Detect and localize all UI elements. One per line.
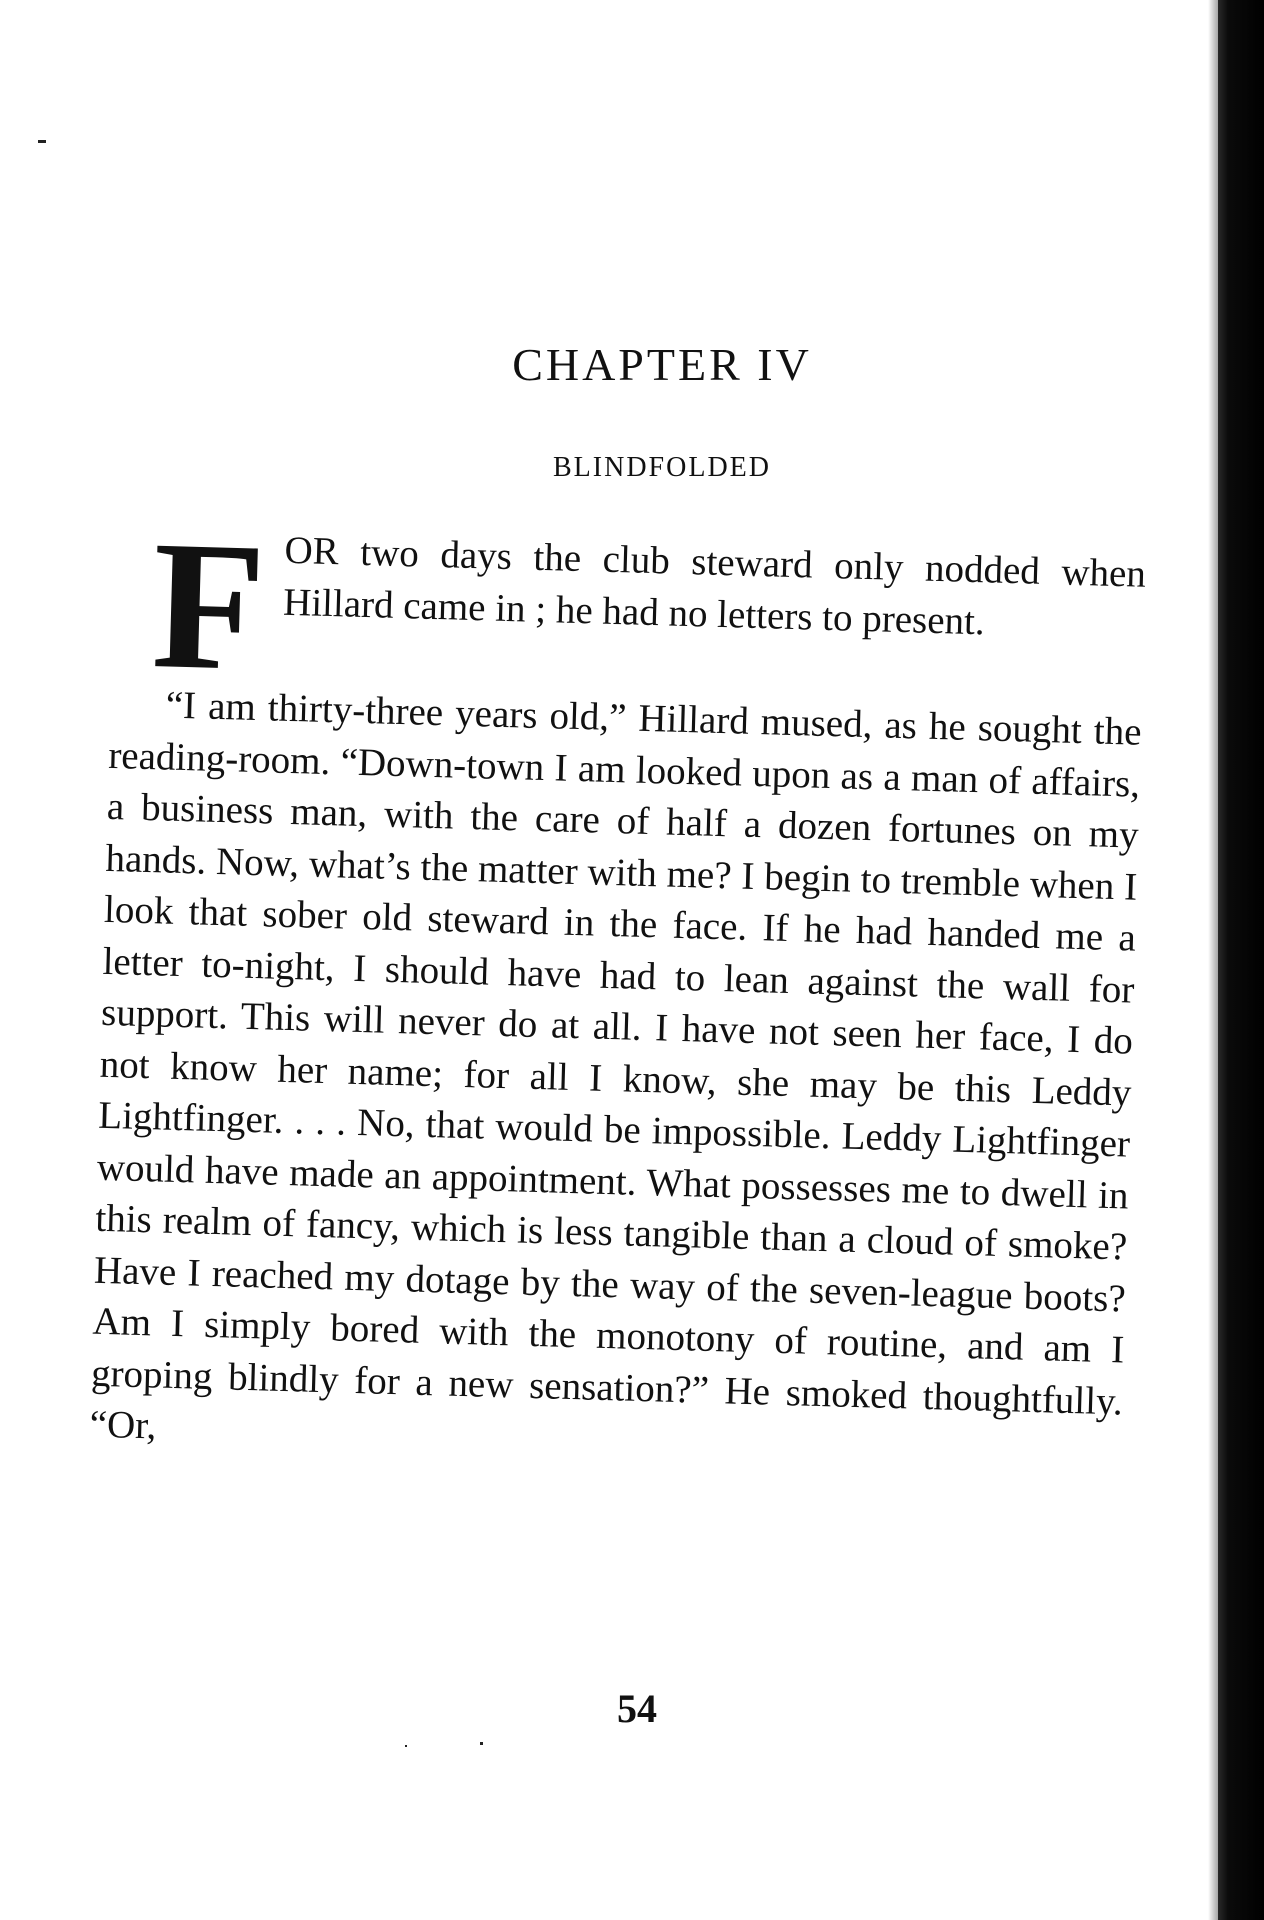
chapter-title: CHAPTER IV [512,339,812,390]
first-paragraph-text: OR two days the club steward only nodded when Hillard came in ; he had no letters to present. [282,528,1147,643]
scan-speck [405,1745,407,1747]
first-paragraph [112,502,1147,710]
second-paragraph: “I am thirty-three years old,” Hillard mused, as he sought the reading-room. “Down-town I am looked upon as a man of affairs, a business man, with the care of half a dozen fortunes on my hands. Now, what’s the matter with me? I begin to tremble when I look that sober old steward in the face. If he had handed me a letter to-night, I should have had to lean against the wall for support. This will never do at all. I have not seen her face, I do not know her name; for all I know, she may be this Leddy Lightfinger. . . . No, that would be impossible. Leddy Lightfinger would have made an appointment. What possesses me to dwell in this realm of fancy, which is less tangible than a cloud of smoke? Have I reached my dotage by the way of the seven-league boots? Am I simply bored with the monotony of routine, and am I groping blindly for a new sensation?” He smoked thoughtfully. “Or, [89,683,1143,1448]
scan-speck [480,1742,483,1745]
binding-shadow [1208,0,1218,1920]
binding-edge [1218,0,1264,1920]
chapter-body [89,502,1147,1479]
chapter-subtitle: BLINDFOLDED [553,452,771,483]
scan-speck [38,140,46,143]
drop-cap: F [149,502,268,710]
page-number: 54 [617,1686,657,1731]
